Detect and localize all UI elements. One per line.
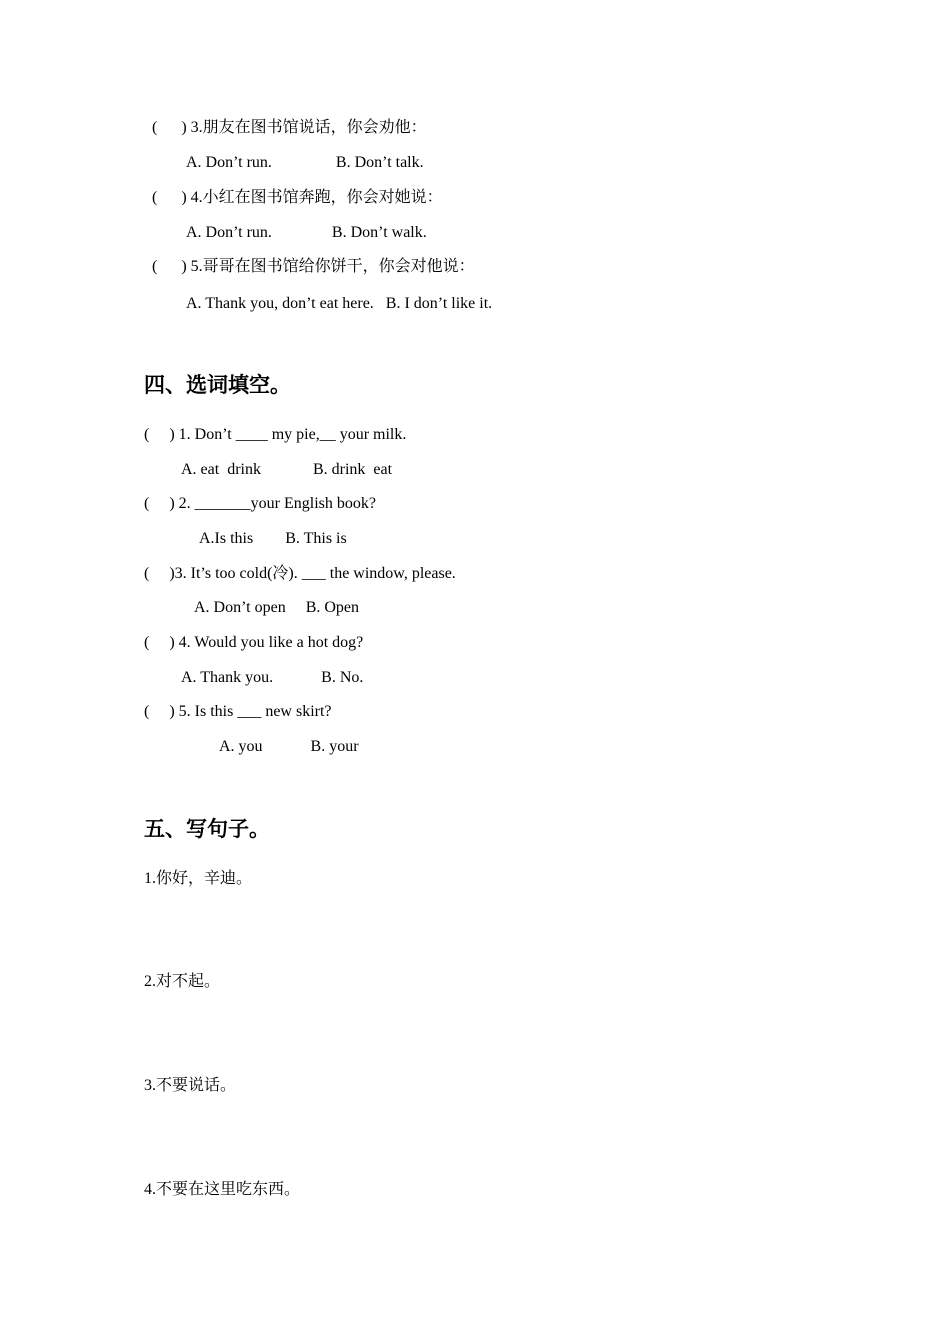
sentence-prompt-3: 3.不要说话。 (144, 1077, 237, 1094)
fill-question-3: ( )3. It’s too cold(冷). ___ the window, please. (144, 565, 456, 582)
question-3-text: ( ) 3.朋友在图书馆说话，你会劝他： (152, 119, 427, 136)
question-5-options: A. Thank you, don’t eat here. B. I don’t like it. (186, 295, 493, 312)
fill-question-1-options: A. eat drink B. drink eat (181, 461, 393, 478)
question-4-text: ( ) 4.小红在图书馆奔跑，你会对她说： (152, 189, 443, 206)
section-5-heading: 五、写句子。 (144, 817, 270, 841)
sentence-prompt-1: 1.你好，辛迪。 (144, 870, 253, 887)
fill-question-5-options: A. you B. your (219, 738, 359, 755)
sentence-prompt-4: 4.不要在这里吃东西。 (144, 1181, 301, 1198)
fill-question-4: ( ) 4. Would you like a hot dog? (144, 634, 364, 651)
fill-question-4-options: A. Thank you. B. No. (181, 669, 364, 686)
question-4-options: A. Don’t run. B. Don’t walk. (186, 224, 427, 241)
question-5-text: ( ) 5.哥哥在图书馆给你饼干，你会对他说： (152, 258, 475, 275)
sentence-prompt-2: 2.对不起。 (144, 973, 221, 990)
fill-question-1: ( ) 1. Don’t ____ my pie,__ your milk. (144, 426, 407, 443)
section-4-heading: 四、选词填空。 (144, 373, 291, 397)
fill-question-2-options: A.Is this B. This is (199, 530, 347, 547)
fill-question-5: ( ) 5. Is this ___ new skirt? (144, 703, 332, 720)
fill-question-2: ( ) 2. _______your English book? (144, 495, 376, 512)
fill-question-3-options: A. Don’t open B. Open (194, 599, 360, 616)
question-3-options: A. Don’t run. B. Don’t talk. (186, 154, 424, 171)
